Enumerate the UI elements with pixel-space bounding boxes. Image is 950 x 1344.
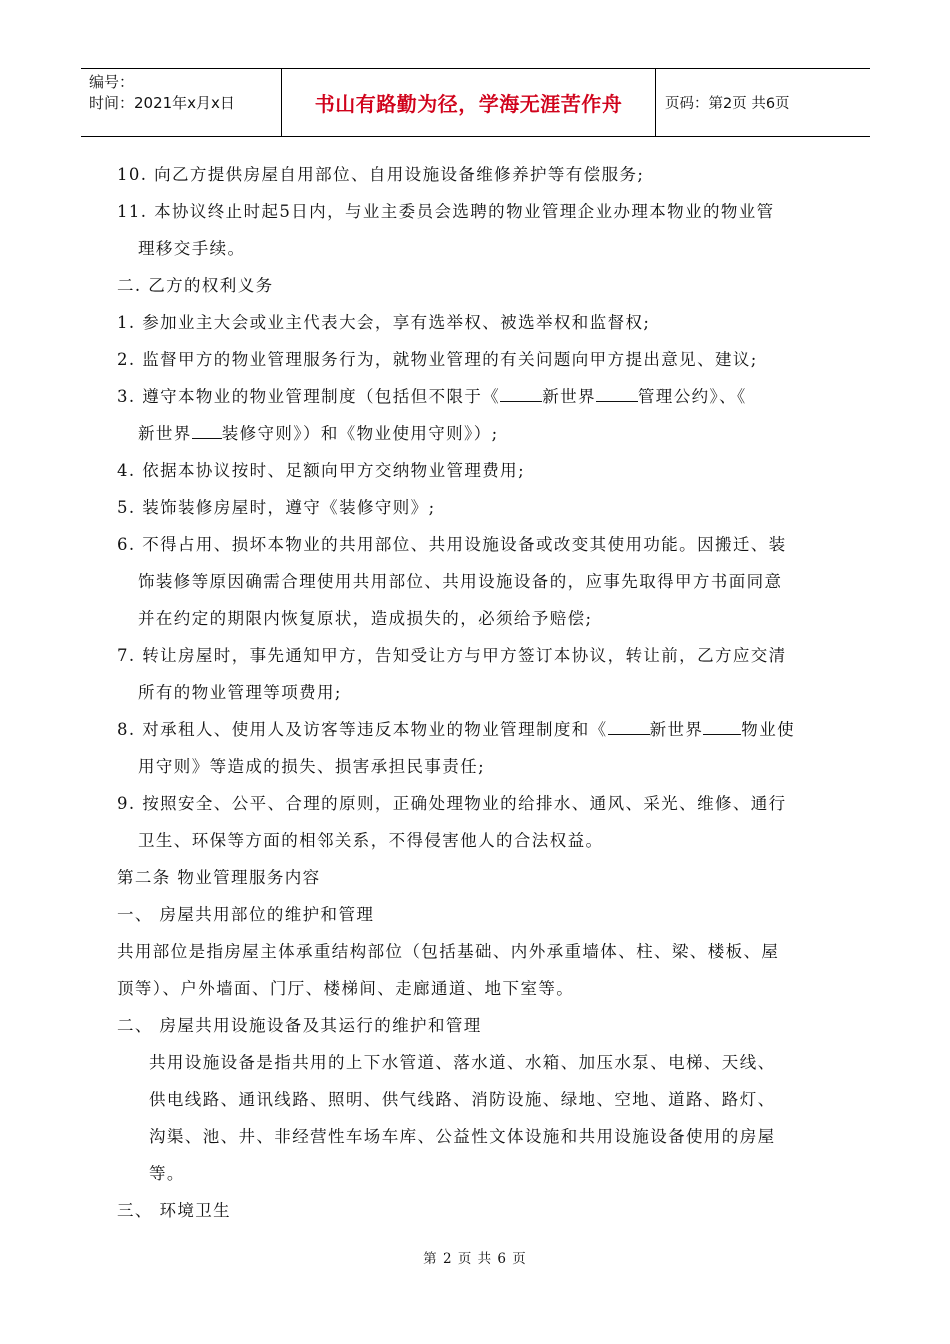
document-number-label: 编号：	[89, 73, 135, 91]
body-line: 2. 监督甲方的物业管理服务行为，就物业管理的有关问题向甲方提出意见、建议;	[117, 350, 758, 369]
body-line: 顶等）、户外墙面、门厅、楼梯间、走廊通道、地下室等。	[117, 979, 575, 998]
blank-underline	[703, 717, 741, 735]
text-segment: 装修守则》）和《物业使用守则》）;	[221, 424, 499, 443]
body-line: 供电线路、通讯线路、照明、供气线路、消防设施、绿地、空地、道路、路灯、	[149, 1090, 776, 1109]
section-heading: 二、 房屋共用设施设备及其运行的维护和管理	[117, 1016, 482, 1035]
body-line: 饰装修等原因确需合理使用共用部位、共用设施设备的，应事先取得甲方书面同意	[138, 572, 783, 591]
body-line: 1. 参加业主大会或业主代表大会，享有选举权、被选举权和监督权;	[117, 313, 651, 332]
body-line: 10. 向乙方提供房屋自用部位、自用设施设备维修养护等有偿服务;	[117, 165, 645, 184]
body-line: 11. 本协议终止时起5日内，与业主委员会选聘的物业管理企业办理本物业的物业管	[117, 202, 775, 221]
text-segment: 新世界	[542, 387, 596, 406]
body-line: 6. 不得占用、损坏本物业的共用部位、共用设施设备或改变其使用功能。因搬迁、装	[117, 535, 787, 554]
body-line: 4. 依据本协议按时、足额向甲方交纳物业管理费用;	[117, 461, 526, 480]
body-line	[117, 716, 795, 740]
text-segment: 新世界	[649, 720, 704, 739]
text-segment: 物业使	[741, 720, 795, 739]
header-meta-cell	[81, 69, 282, 136]
blank-underline	[608, 717, 650, 735]
body-line: 理移交手续。	[138, 239, 246, 258]
text-segment: 3. 遵守本物业的物业管理制度（包括但不限于《	[117, 387, 501, 406]
document-date-label: 时间：2021年x月x日	[89, 94, 235, 112]
section-heading: 二. 乙方的权利义务	[117, 276, 274, 295]
header-page-number: 页码：第2页 共6页	[665, 96, 790, 112]
section-heading: 一、 房屋共用部位的维护和管理	[117, 905, 375, 924]
body-line: 5. 装饰装修房屋时，遵守《装修守则》;	[117, 498, 436, 517]
article-heading: 第二条 物业管理服务内容	[117, 868, 321, 887]
blank-underline	[192, 421, 222, 439]
text-segment: 新世界	[138, 424, 192, 443]
body-line	[138, 420, 499, 444]
blank-underline	[596, 384, 638, 402]
body-line: 等。	[149, 1164, 185, 1183]
page-footer: 第 2 页 共 6 页	[423, 1251, 527, 1267]
body-line: 共用部位是指房屋主体承重结构部位（包括基础、内外承重墙体、柱、梁、楼板、屋	[117, 942, 780, 961]
body-line: 所有的物业管理等项费用;	[138, 683, 342, 702]
header-motto: 书山有路勤为径，学海无涯苦作舟	[282, 69, 656, 136]
text-segment: 8. 对承租人、使用人及访客等违反本物业的物业管理制度和《	[117, 720, 608, 739]
text-segment: 管理公约》、《	[637, 387, 747, 406]
body-line: 用守则》等造成的损失、损害承担民事责任;	[138, 757, 486, 776]
section-heading: 三、 环境卫生	[117, 1201, 232, 1220]
blank-underline	[500, 384, 542, 402]
body-line: 并在约定的期限内恢复原状，造成损失的，必须给予赔偿;	[138, 609, 593, 628]
page-header-table	[81, 68, 870, 137]
body-line	[117, 383, 747, 407]
body-line: 沟渠、池、井、非经营性车场车库、公益性文体设施和共用设施设备使用的房屋	[149, 1127, 776, 1146]
body-line: 9. 按照安全、公平、合理的原则，正确处理物业的给排水、通风、采光、维修、通行	[117, 794, 787, 813]
body-line: 共用设施设备是指共用的上下水管道、落水道、水箱、加压水泵、电梯、天线、	[149, 1053, 776, 1072]
body-line: 卫生、环保等方面的相邻关系，不得侵害他人的合法权益。	[138, 831, 604, 850]
body-line: 7. 转让房屋时，事先通知甲方，告知受让方与甲方签订本协议，转让前，乙方应交清	[117, 646, 787, 665]
